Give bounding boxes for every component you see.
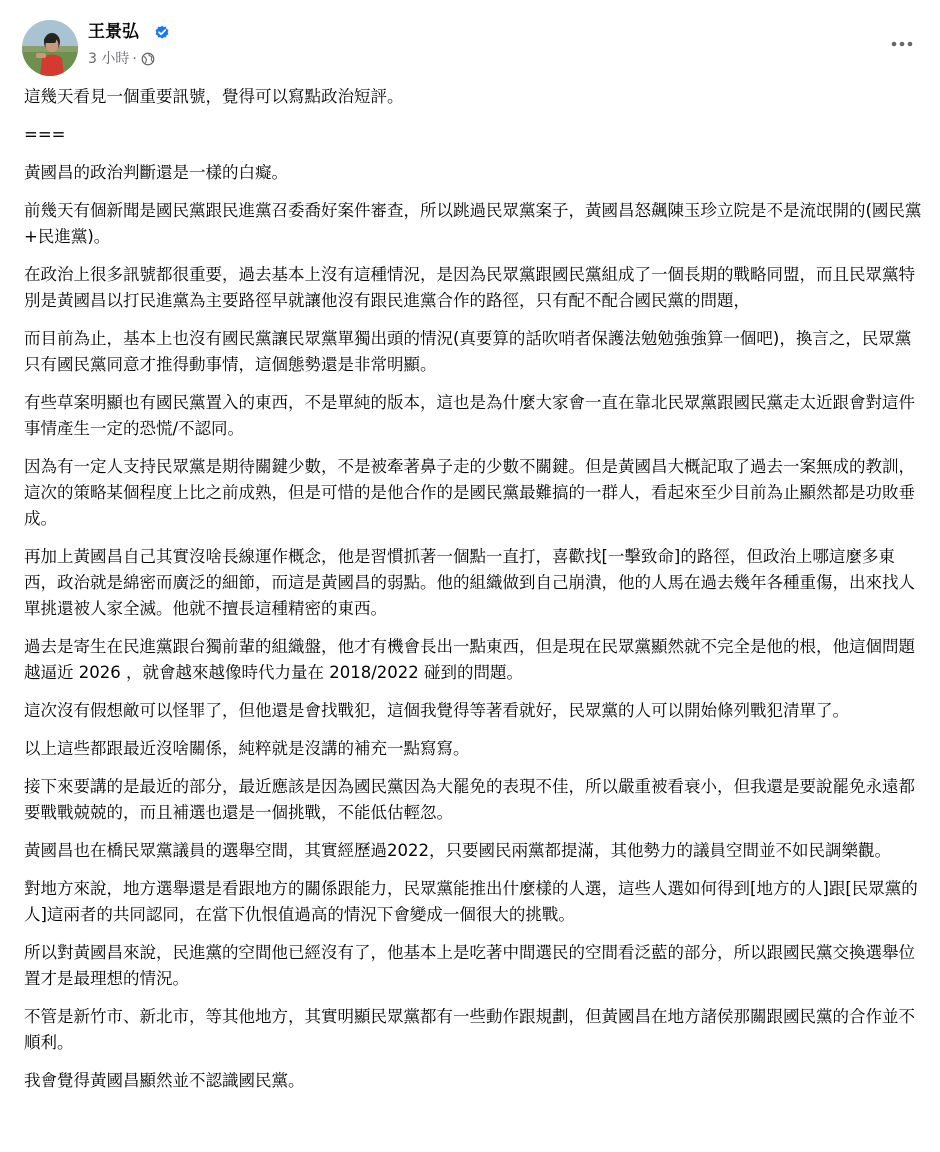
meta-separator: · — [132, 51, 137, 67]
post-paragraph: 這次沒有假想敵可以怪罪了，但他還是會找戰犯，這個我覺得等著看就好，民眾黨的人可以開始條列戰犯清單了。 — [24, 701, 849, 720]
post-paragraph: 前幾天有個新聞是國民黨跟民進黨召委喬好案件審查，所以跳過民眾黨案子，黃國昌怒飆陳玉珍立院是不是流氓開的(國民黨+民進黨)。 — [24, 201, 922, 246]
post-paragraph: 所以對黃國昌來說，民進黨的空間他已經沒有了，他基本上是吃著中間選民的空間看泛藍的部分，所以跟國民黨交換選舉位置才是最理想的情況。 — [24, 943, 915, 988]
globe-icon[interactable] — [141, 52, 155, 66]
post-paragraph: 我會覺得黃國昌顯然並不認識國民黨。 — [24, 1071, 305, 1090]
post-paragraph: 有些草案明顯也有國民黨置入的東西，不是單純的版本，這也是為什麼大家會一直在靠北民眾黨跟國民黨走太近跟會對這件事情產生一定的恐慌/不認同。 — [24, 393, 915, 438]
post-timestamp[interactable]: 3 小時 — [88, 51, 130, 67]
avatar-photo — [22, 20, 78, 76]
post-paragraph: 接下來要講的是最近的部分，最近應該是因為國民黨因為大罷免的表現不佳，所以嚴重被看衰小，但我還是要說罷免永遠都要戰戰兢兢的，而且補選也還是一個挑戰，不能低估輕忽。 — [24, 777, 915, 822]
post-paragraph: 這幾天看見一個重要訊號，覺得可以寫點政治短評。 — [24, 87, 404, 106]
post-paragraph: === — [24, 125, 66, 144]
avatar[interactable] — [22, 20, 78, 76]
author-name[interactable]: 王景弘 — [88, 22, 139, 42]
post-paragraph: 黃國昌的政治判斷還是一樣的白癡。 — [24, 163, 288, 182]
verified-badge-icon — [154, 24, 170, 40]
post-paragraph: 不管是新竹市、新北市，等其他地方，其實明顯民眾黨都有一些動作跟規劃，但黃國昌在地方諸侯那關跟國民黨的合作並不順利。 — [24, 1007, 915, 1052]
post-paragraph: 對地方來說，地方選舉還是看跟地方的關係跟能力，民眾黨能推出什麼樣的人選，這些人選如何得到[地方的人]跟[民眾黨的人]這兩者的共同認同，在當下仇恨值過高的情況下會變成一個很大的挑戰。 — [24, 879, 918, 924]
post-paragraph: 再加上黃國昌自己其實沒啥長線運作概念，他是習慣抓著一個點一直打，喜歡找[一擊致命]的路徑，但政治上哪這麼多東西，政治就是綿密而廣泛的細節，而這是黃國昌的弱點。他的組織做到自己崩潰，他的人馬在過去幾年各種重傷，出來找人單挑還被人家全滅。他就不擅長這種精密的東西。 — [24, 547, 915, 618]
post-paragraph: 因為有一定人支持民眾黨是期待關鍵少數，不是被牽著鼻子走的少數不關鍵。但是黃國昌大概記取了過去一案無成的教訓，這次的策略某個程度上比之前成熟，但是可惜的是他合作的是國民黨最難搞的一群人，看起來至少目前為止顯然都是功敗垂成。 — [24, 457, 915, 528]
post-paragraph: 在政治上很多訊號都很重要，過去基本上沒有這種情況，是因為民眾黨跟國民黨組成了一個長期的戰略同盟，而且民眾黨特別是黃國昌以打民進黨為主要路徑早就讓他沒有跟民進黨合作的路徑，只有配不配合國民黨的問題， — [24, 265, 915, 310]
post-meta — [88, 50, 155, 68]
post-paragraph: 而目前為止，基本上也沒有國民黨讓民眾黨單獨出頭的情況(真要算的話吹哨者保護法勉勉強強算一個吧)，換言之，民眾黨只有國民黨同意才推得動事情，這個態勢還是非常明顯。 — [24, 329, 912, 374]
post-paragraph: 黃國昌也在橋民眾黨議員的選舉空間，其實經歷過2022，只要國民兩黨都提滿，其他勢力的議員空間並不如民調樂觀。 — [24, 841, 891, 860]
post-body — [24, 84, 924, 1106]
more-options-icon — [890, 40, 914, 48]
post-paragraph: 過去是寄生在民進黨跟台獨前輩的組織盤，他才有機會長出一點東西，但是現在民眾黨顯然就不完全是他的根，他這個問題越逼近 2026 ，就會越來越像時代力量在 2018/2022 碰到的問題。 — [24, 637, 915, 682]
post-header — [0, 0, 940, 88]
more-options-button[interactable] — [884, 26, 920, 62]
post-paragraph: 以上這些都跟最近沒啥關係，純粹就是沒講的補充一點寫寫。 — [24, 739, 470, 758]
